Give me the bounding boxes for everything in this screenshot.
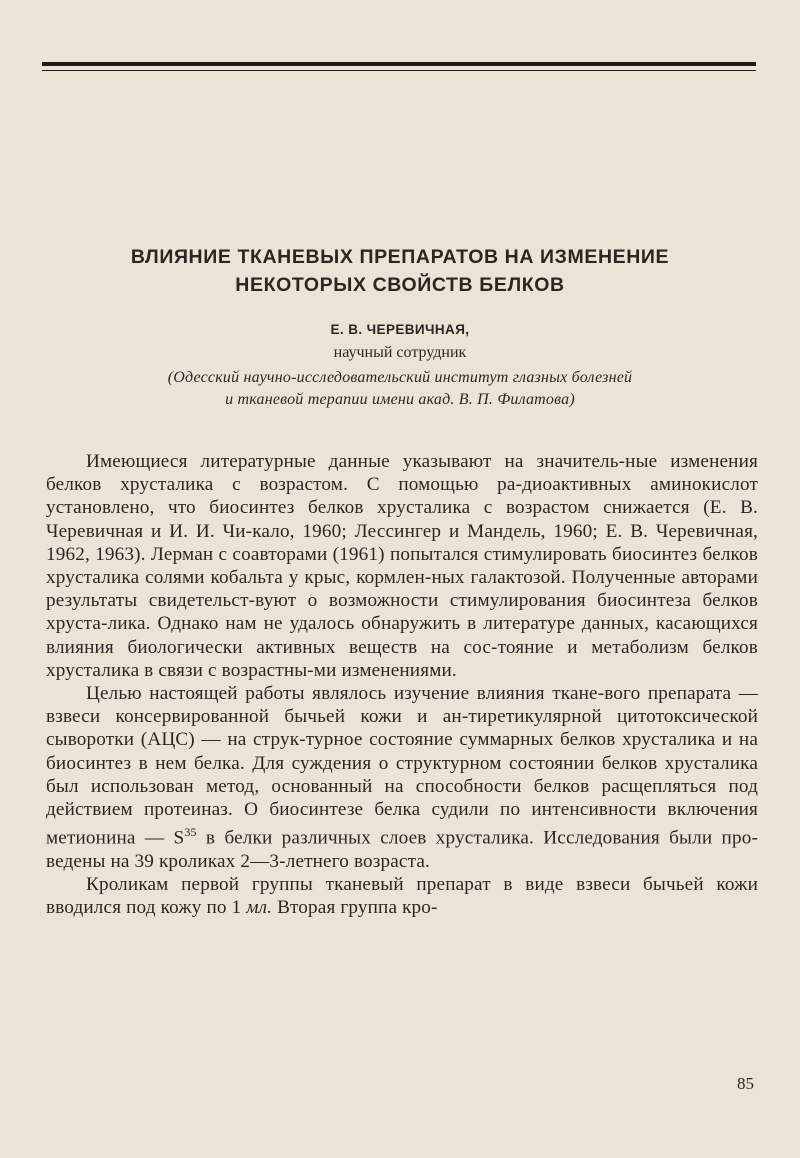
page-number: 85 — [737, 1074, 754, 1093]
header-rule-thick — [42, 62, 756, 66]
paragraph-2-text-a: Целью настоящей работы являлось изучение влияния ткане-вого препарата — взвеси консервированной бычьей кожи и ан-тиретикулярной цитотоксической сыворотки (АЦС) — на струк-турное состояние суммарных белков хрусталика и на биосинтез в нем белка. Для суждения о структурном состоянии белков хрусталика был использован метод, основанный на способности белков расщепляться под действием протеиназ. О биосинтезе белка судили по интенсивности включения метионина — S — [46, 683, 758, 849]
affiliation-line2: и тканевой терапии имени акад. В. П. Филатова) — [225, 390, 575, 408]
article-title-line1: ВЛИЯНИЕ ТКАНЕВЫХ ПРЕПАРАТОВ НА ИЗМЕНЕНИЕ — [130, 246, 670, 268]
paragraph-1: Имеющиеся литературные данные указывают на значитель-ные изменения белков хрусталика с возрастом. С помощью ра-диоактивных аминокислот установлено, что биосинтез белков хрусталика с возрастом снижается (Е. В. Черевичная и И. И. Чи-кало, 1960; Лессингер и Мандель, 1960; Е. В. Черевичная, 1962, 1963). Лерман с соавторами (1961) попытался стимулировать биосинтез белков хрусталика солями кобальта у крыс, кормлен-ных галактозой. Полученные авторами результаты свидетельст-вуют о возможности стимулирования биосинтеза белков хруста-лика. Однако нам не удалось обнаружить в литературе данных, касающихся влияния биологически активных веществ на сос-тояние и метаболизм белков хрусталика в связи с возрастны-ми изменениями. — [46, 451, 758, 681]
paragraph-3-text-b: Вторая группа кро- — [272, 897, 438, 919]
paragraph-3 — [46, 873, 758, 919]
affiliation-line1: (Одесский научно-исследовательский институт глазных болезней — [167, 369, 633, 386]
unit-ml: мл. — [246, 897, 273, 919]
paragraph-3-text-a: Кроликам первой группы тканевый препарат в виде взвеси бычьей кожи вводился под кожу по 1 — [46, 874, 758, 919]
author-position: научный сотрудник — [333, 344, 467, 361]
article-body — [46, 450, 758, 919]
paragraph-2-text-b: в белки различных слоев хрусталика. Исследования были про-ведены на 39 кроликах 2—3-летнего возраста. — [46, 827, 758, 872]
article-title — [40, 243, 760, 299]
isotope-superscript: 35 — [184, 825, 197, 840]
author-name: Е. В. ЧЕРЕВИЧНАЯ, — [330, 322, 470, 337]
paragraph-2 — [46, 682, 758, 873]
author-affiliation — [40, 367, 760, 410]
article-title-line2: НЕКОТОРЫХ СВОЙСТВ БЕЛКОВ — [235, 274, 565, 296]
header-rule-thin — [42, 70, 756, 71]
